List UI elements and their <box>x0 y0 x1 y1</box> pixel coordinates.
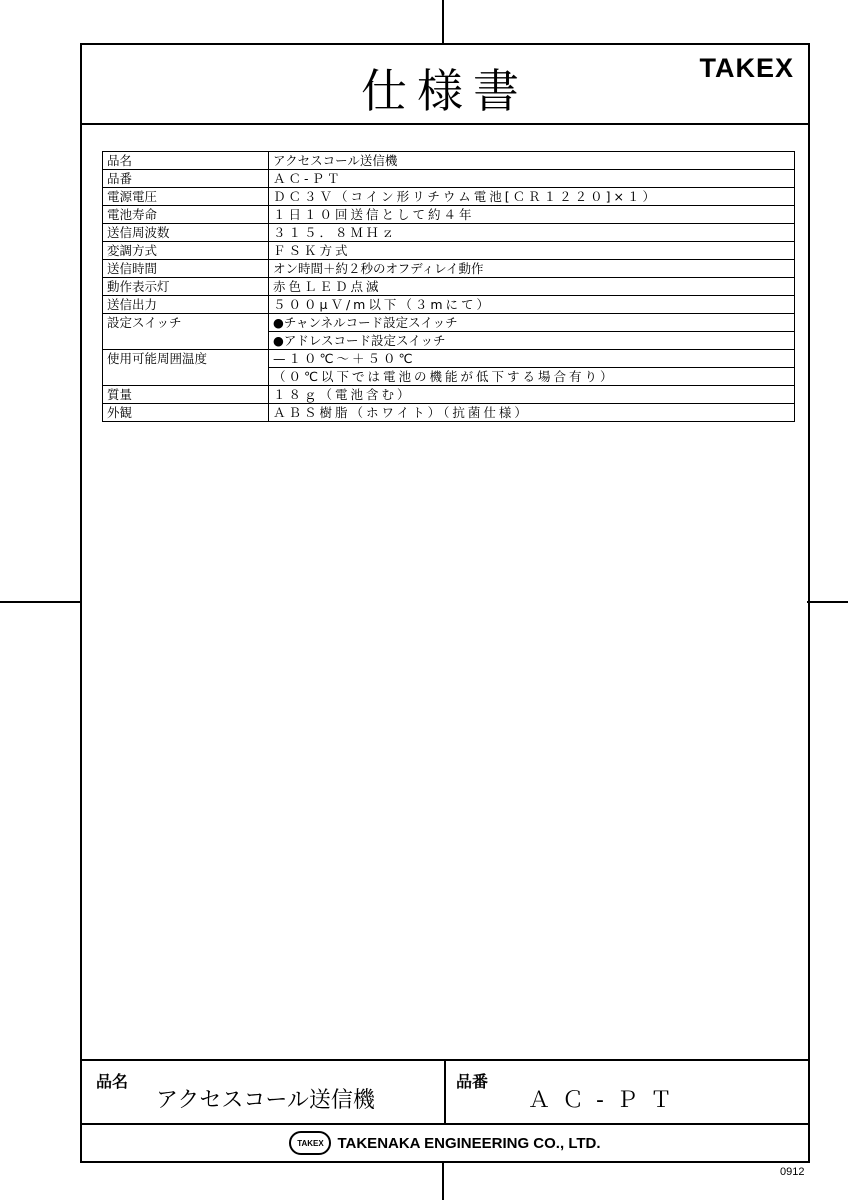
spec-value: １日１０回送信として約４年 <box>269 206 795 224</box>
spec-value: ＤＣ３Ｖ（コイン形リチウム電池[ＣＲ１２２０]×１） <box>269 188 795 206</box>
crop-mark-bottom <box>442 1161 444 1200</box>
crop-mark-left <box>0 601 80 603</box>
company-bar <box>82 1123 808 1163</box>
spec-value: 赤色ＬＥＤ点滅 <box>269 278 795 296</box>
spec-label: 送信出力 <box>103 296 269 314</box>
spec-value: ３１５．８ＭＨｚ <box>269 224 795 242</box>
spec-label: 変調方式 <box>103 242 269 260</box>
spec-row <box>103 206 795 224</box>
spec-row <box>103 242 795 260</box>
spec-label: 使用可能周囲温度 <box>103 350 269 386</box>
spec-label: 品番 <box>103 170 269 188</box>
spec-row <box>103 296 795 314</box>
spec-value: ５００μＶ/m以下（３mにて） <box>269 296 795 314</box>
spec-value: ●アドレスコード設定スイッチ <box>269 332 795 350</box>
spec-value: アクセスコール送信機 <box>269 152 795 170</box>
title-block-divider <box>444 1061 446 1123</box>
spec-row <box>103 170 795 188</box>
spec-value: ＡＢＳ樹脂（ホワイト）（抗菌仕様） <box>269 404 795 422</box>
spec-label: 送信周波数 <box>103 224 269 242</box>
spec-label: 設定スイッチ <box>103 314 269 350</box>
spec-label: 電池寿命 <box>103 206 269 224</box>
spec-row <box>103 188 795 206</box>
brand-logo: TAKEX <box>699 53 794 83</box>
spec-row <box>103 350 795 368</box>
product-code-label: 品番 <box>456 1072 489 1091</box>
spec-row <box>103 224 795 242</box>
spec-row <box>103 152 795 170</box>
spec-row <box>103 278 795 296</box>
spec-label: 電源電圧 <box>103 188 269 206</box>
product-code-value: ＡＣ-ＰＴ <box>528 1088 684 1113</box>
document-title: 仕様書 <box>361 64 529 118</box>
title-block <box>82 1059 808 1163</box>
product-name-value: アクセスコール送信機 <box>156 1088 375 1113</box>
crop-mark-right <box>807 601 848 603</box>
company-logo: TAKEX <box>289 1131 331 1155</box>
spec-table <box>102 151 795 422</box>
spec-label: 品名 <box>103 152 269 170</box>
spec-row <box>103 386 795 404</box>
spec-value: ＦＳＫ方式 <box>269 242 795 260</box>
product-name-label: 品名 <box>96 1072 129 1091</box>
spec-value: —１０℃～＋５０℃ <box>269 350 795 368</box>
spec-row <box>103 314 795 332</box>
spec-value: オン時間＋約２秒のオフディレイ動作 <box>269 260 795 278</box>
spec-row <box>103 260 795 278</box>
spec-label: 質量 <box>103 386 269 404</box>
spec-label: 外観 <box>103 404 269 422</box>
spec-value: （０℃以下では電池の機能が低下する場合有り） <box>269 368 795 386</box>
company-name: TAKENAKA ENGINEERING CO., LTD. <box>337 1134 601 1152</box>
crop-mark-top <box>442 0 444 44</box>
spec-label: 動作表示灯 <box>103 278 269 296</box>
spec-sheet <box>80 43 810 1163</box>
spec-value: ●チャンネルコード設定スイッチ <box>269 314 795 332</box>
spec-table-body <box>103 152 795 422</box>
sheet-header <box>82 45 808 125</box>
title-block-row <box>82 1061 808 1125</box>
document-code: 0912 <box>780 1166 805 1178</box>
spec-value: ＡＣ-ＰＴ <box>269 170 795 188</box>
spec-value: １８ｇ（電池含む） <box>269 386 795 404</box>
spec-label: 送信時間 <box>103 260 269 278</box>
spec-row <box>103 404 795 422</box>
